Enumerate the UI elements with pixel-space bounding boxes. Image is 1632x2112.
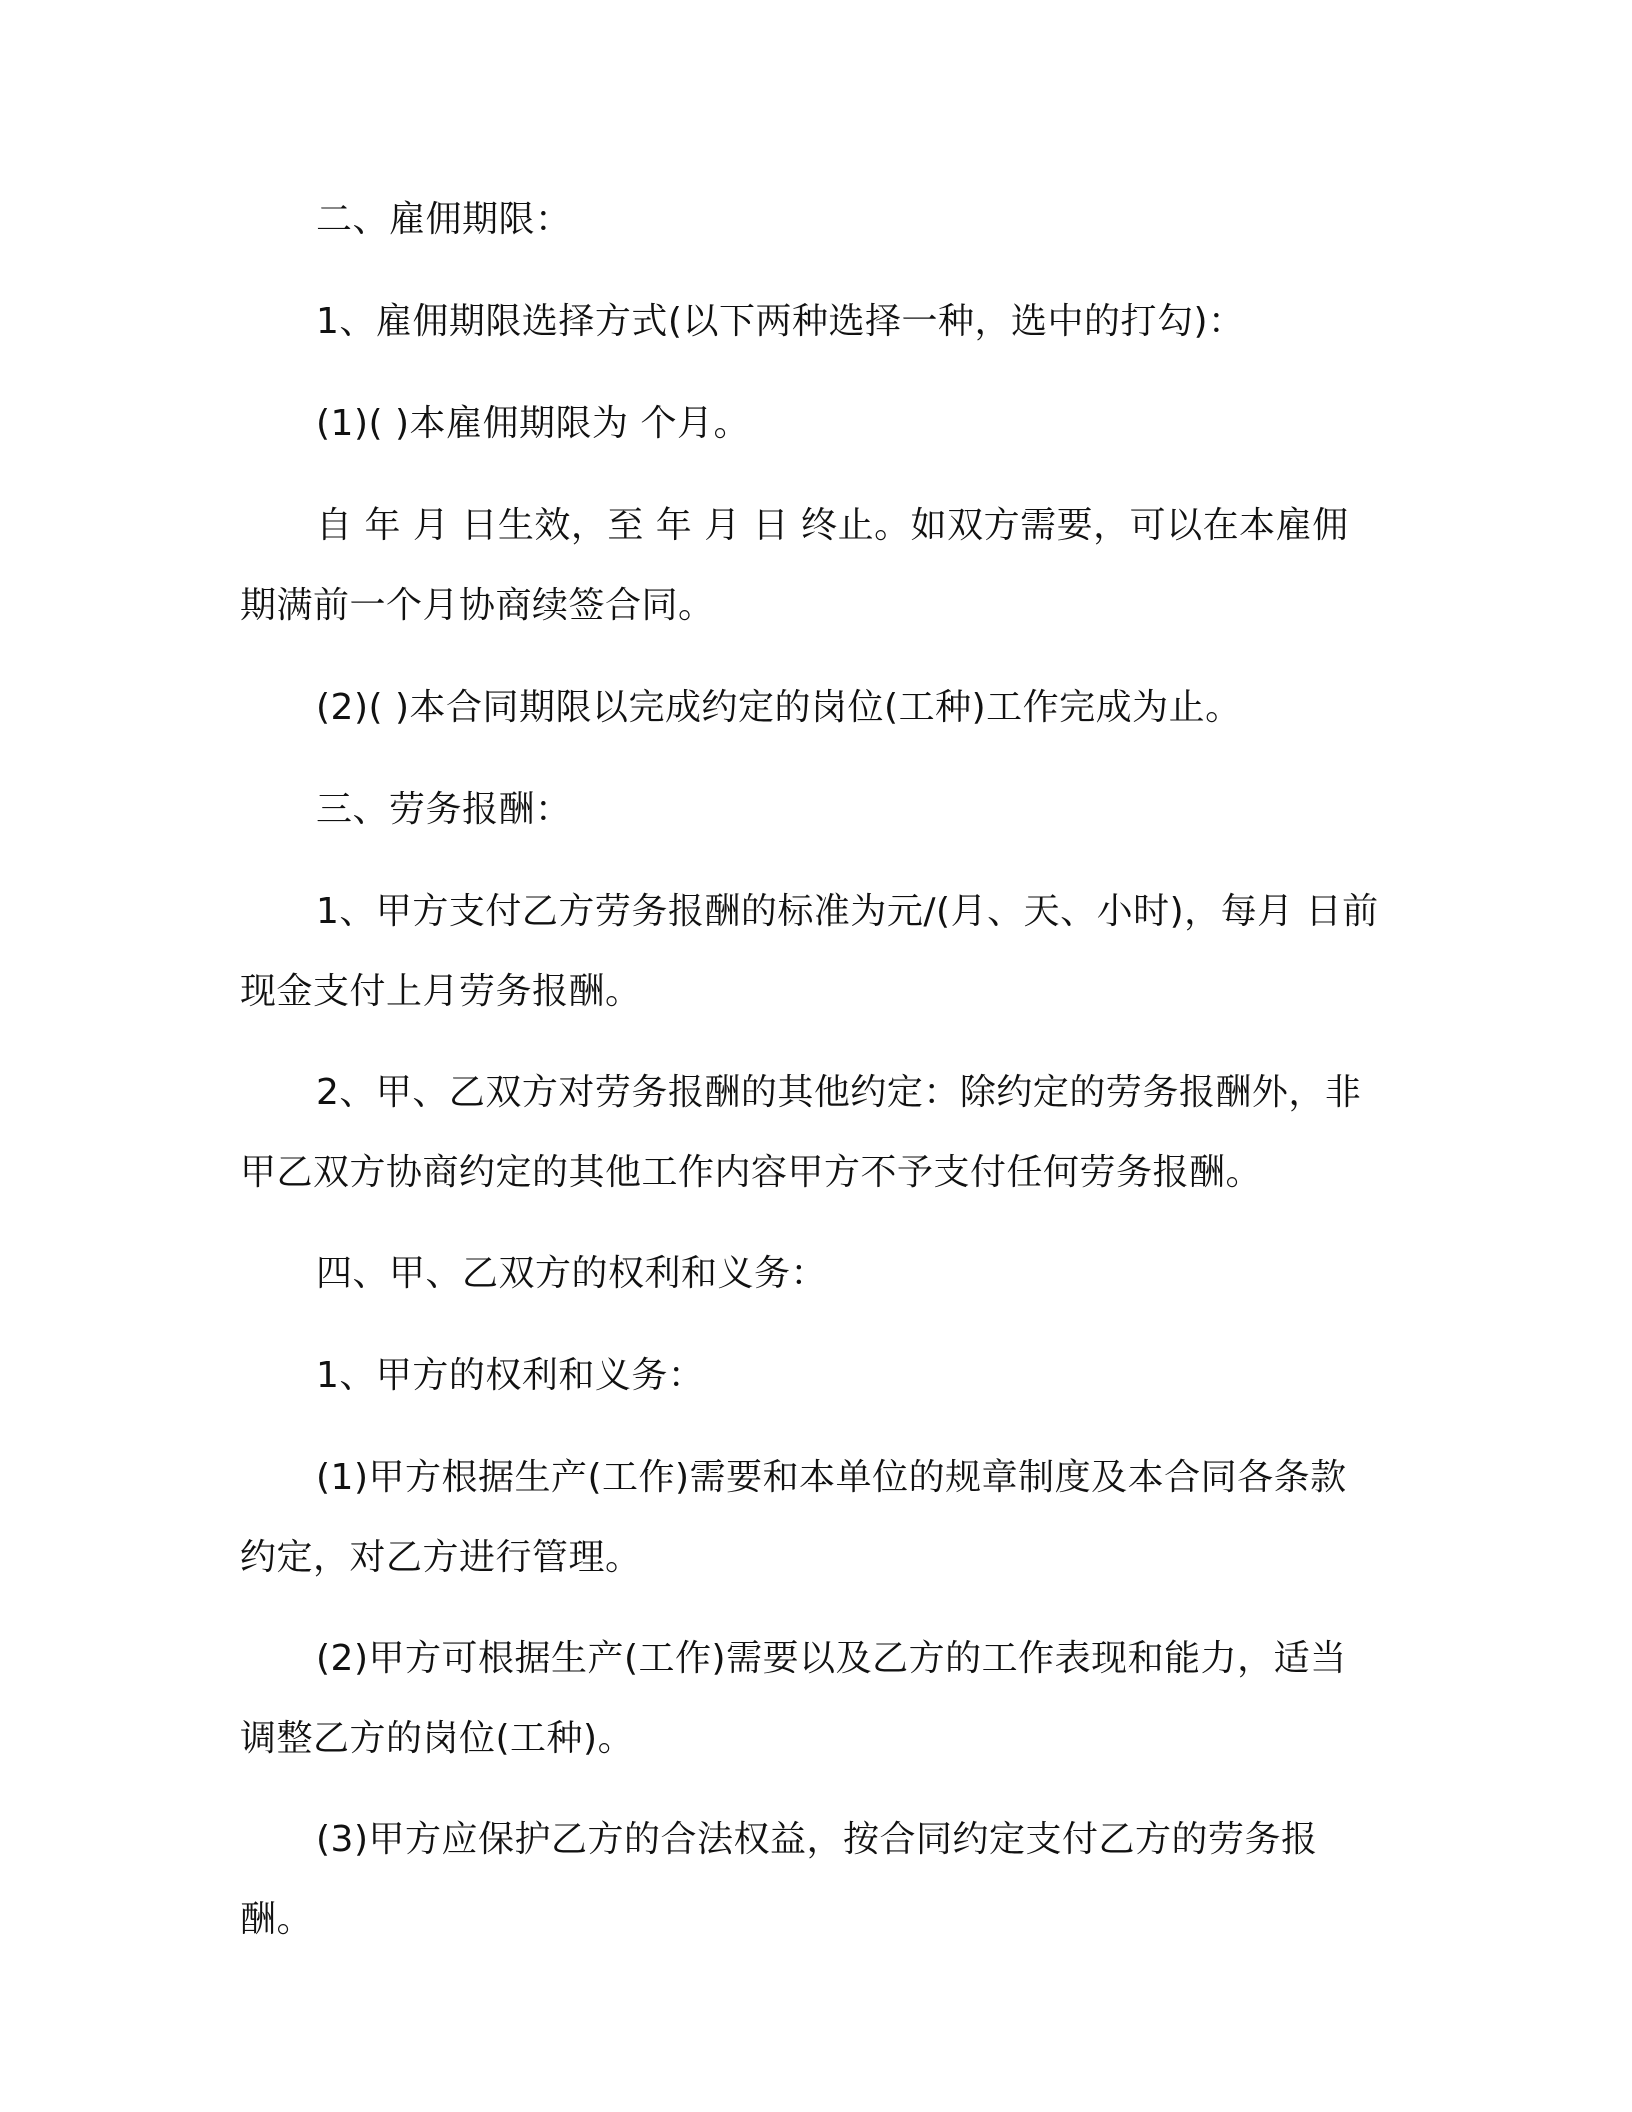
clause-party-a-protect-rights: (3)甲方应保护乙方的合法权益，按合同约定支付乙方的劳务报酬。 [240,1819,1318,1940]
section-heading-rights-obligations: 四、甲、乙双方的权利和义务： [316,1253,828,1294]
clause-party-a-management: (1)甲方根据生产(工作)需要和本单位的规章制度及本合同各条款约定，对乙方进行管理。 [240,1457,1347,1578]
subheading-party-a-rights: 1、甲方的权利和义务： [316,1355,705,1396]
clause-option-task-completion: (2)( )本合同期限以完成约定的岗位(工种)工作完成为止。 [316,687,1242,728]
clause-option-fixed-months: (1)( )本雇佣期限为 个月。 [316,403,750,444]
section-heading-remuneration: 三、劳务报酬： [316,789,572,830]
clause-remuneration-standard: 1、甲方支付乙方劳务报酬的标准为元/(月、天、小时)，每月 日前现金支付上月劳务报酬。 [240,891,1379,1012]
clause-term-selection-method: 1、雇佣期限选择方式(以下两种选择一种，选中的打勾)： [316,301,1245,342]
section-heading-employment-term: 二、雇佣期限： [316,199,572,240]
clause-remuneration-other: 2、甲、乙双方对劳务报酬的其他约定：除约定的劳务报酬外，非甲乙双方协商约定的其他工作内容甲方不予支付任何劳务报酬。 [240,1072,1362,1193]
clause-effective-dates: 自 年 月 日生效，至 年 月 日 终止。如双方需要，可以在本雇佣期满前一个月协商续签合同。 [240,505,1349,626]
clause-party-a-adjust-position: (2)甲方可根据生产(工作)需要以及乙方的工作表现和能力，适当调整乙方的岗位(工种)。 [240,1638,1347,1759]
